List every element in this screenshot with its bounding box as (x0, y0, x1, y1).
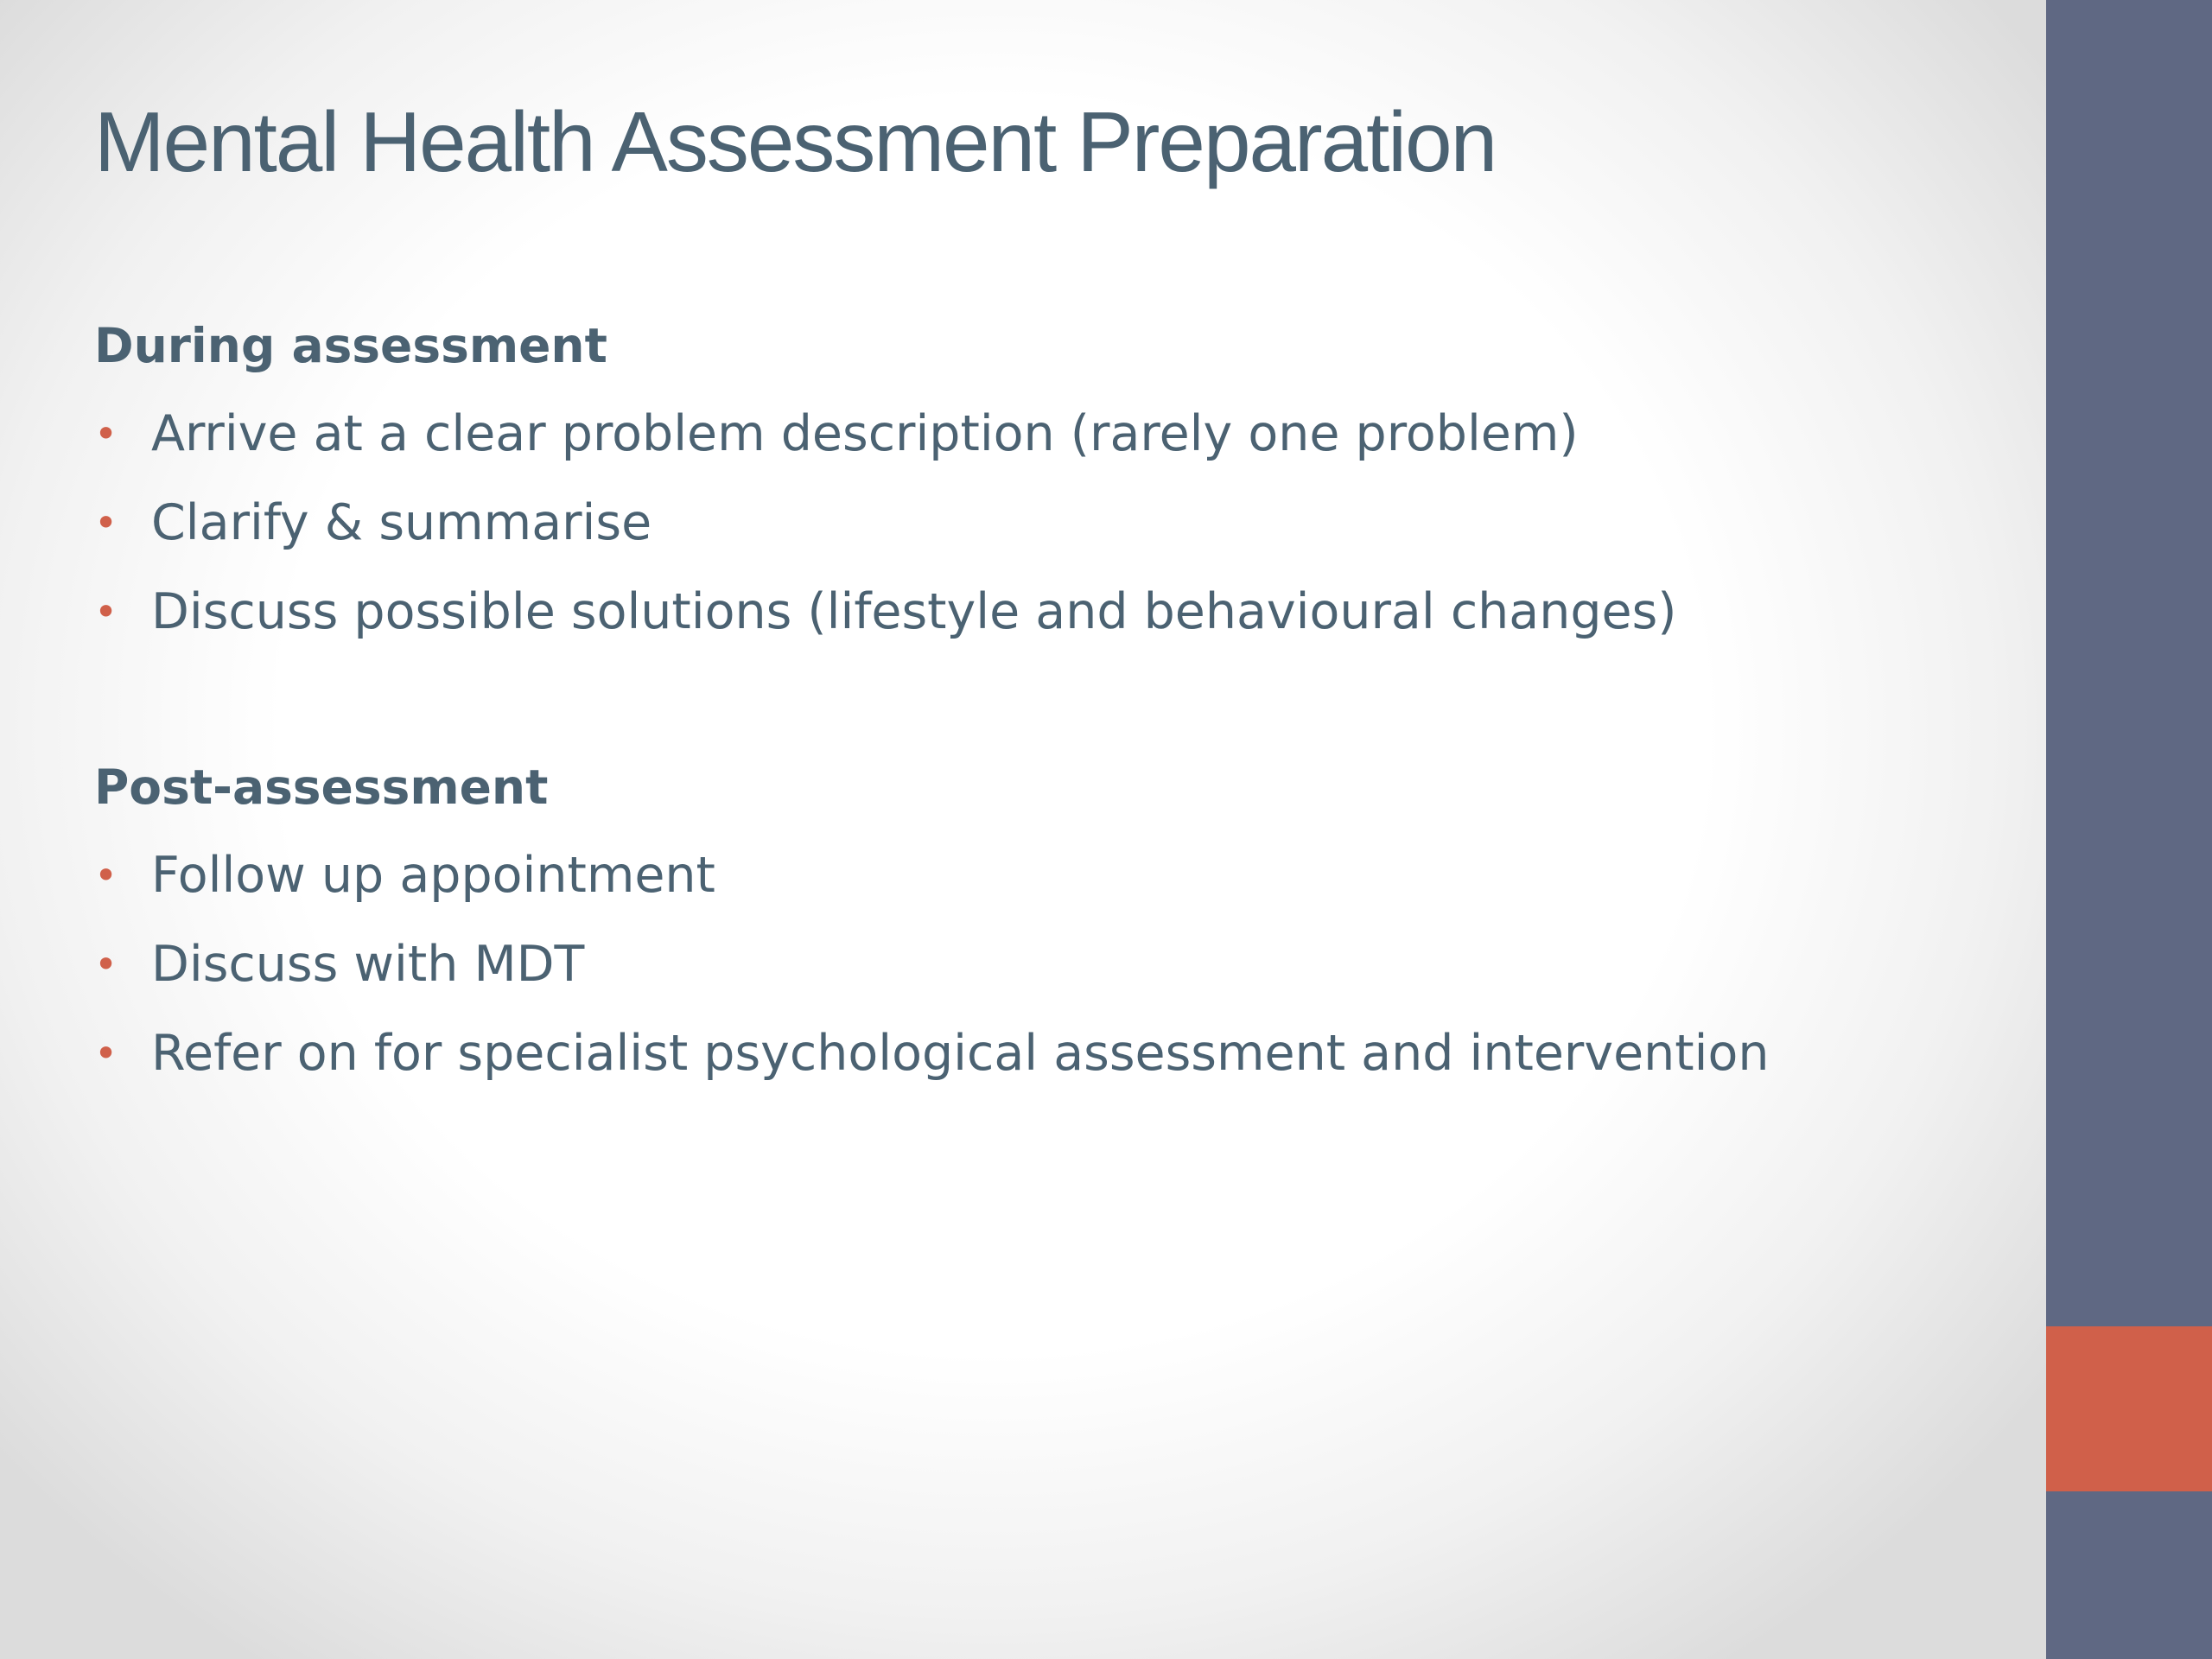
bullet-text: Arrive at a clear problem description (rarely one problem) (151, 405, 1579, 462)
section-heading: Post-assessment (94, 760, 549, 815)
bullet-icon: • (94, 1030, 118, 1077)
bullet-item (94, 931, 1995, 1020)
bullet-list (94, 842, 1995, 1109)
bullet-text: Discuss possible solutions (lifestyle and behavioural changes) (151, 583, 1677, 640)
section-post-assessment (94, 754, 1995, 1109)
bullet-list (94, 401, 1995, 668)
bullet-item (94, 842, 1995, 931)
bullet-icon: • (94, 410, 118, 457)
bullet-text: Discuss with MDT (151, 936, 585, 993)
bullet-item (94, 579, 1995, 668)
bullet-icon: • (94, 588, 118, 635)
slide-title: Mental Health Assessment Preparation (94, 94, 1497, 189)
slide-content (94, 313, 1995, 1196)
side-decor-accent (2046, 1326, 2212, 1491)
bullet-item (94, 1020, 1995, 1109)
section-heading: During assessment (94, 318, 607, 373)
bullet-icon: • (94, 852, 118, 899)
bullet-item (94, 490, 1995, 579)
section-during-assessment (94, 313, 1995, 668)
bullet-icon: • (94, 941, 118, 988)
bullet-text: Clarify & summarise (151, 494, 652, 551)
bullet-icon: • (94, 499, 118, 546)
bullet-text: Follow up appointment (151, 847, 715, 904)
bullet-item (94, 401, 1995, 490)
bullet-text: Refer on for specialist psychological assessment and intervention (151, 1025, 1770, 1082)
